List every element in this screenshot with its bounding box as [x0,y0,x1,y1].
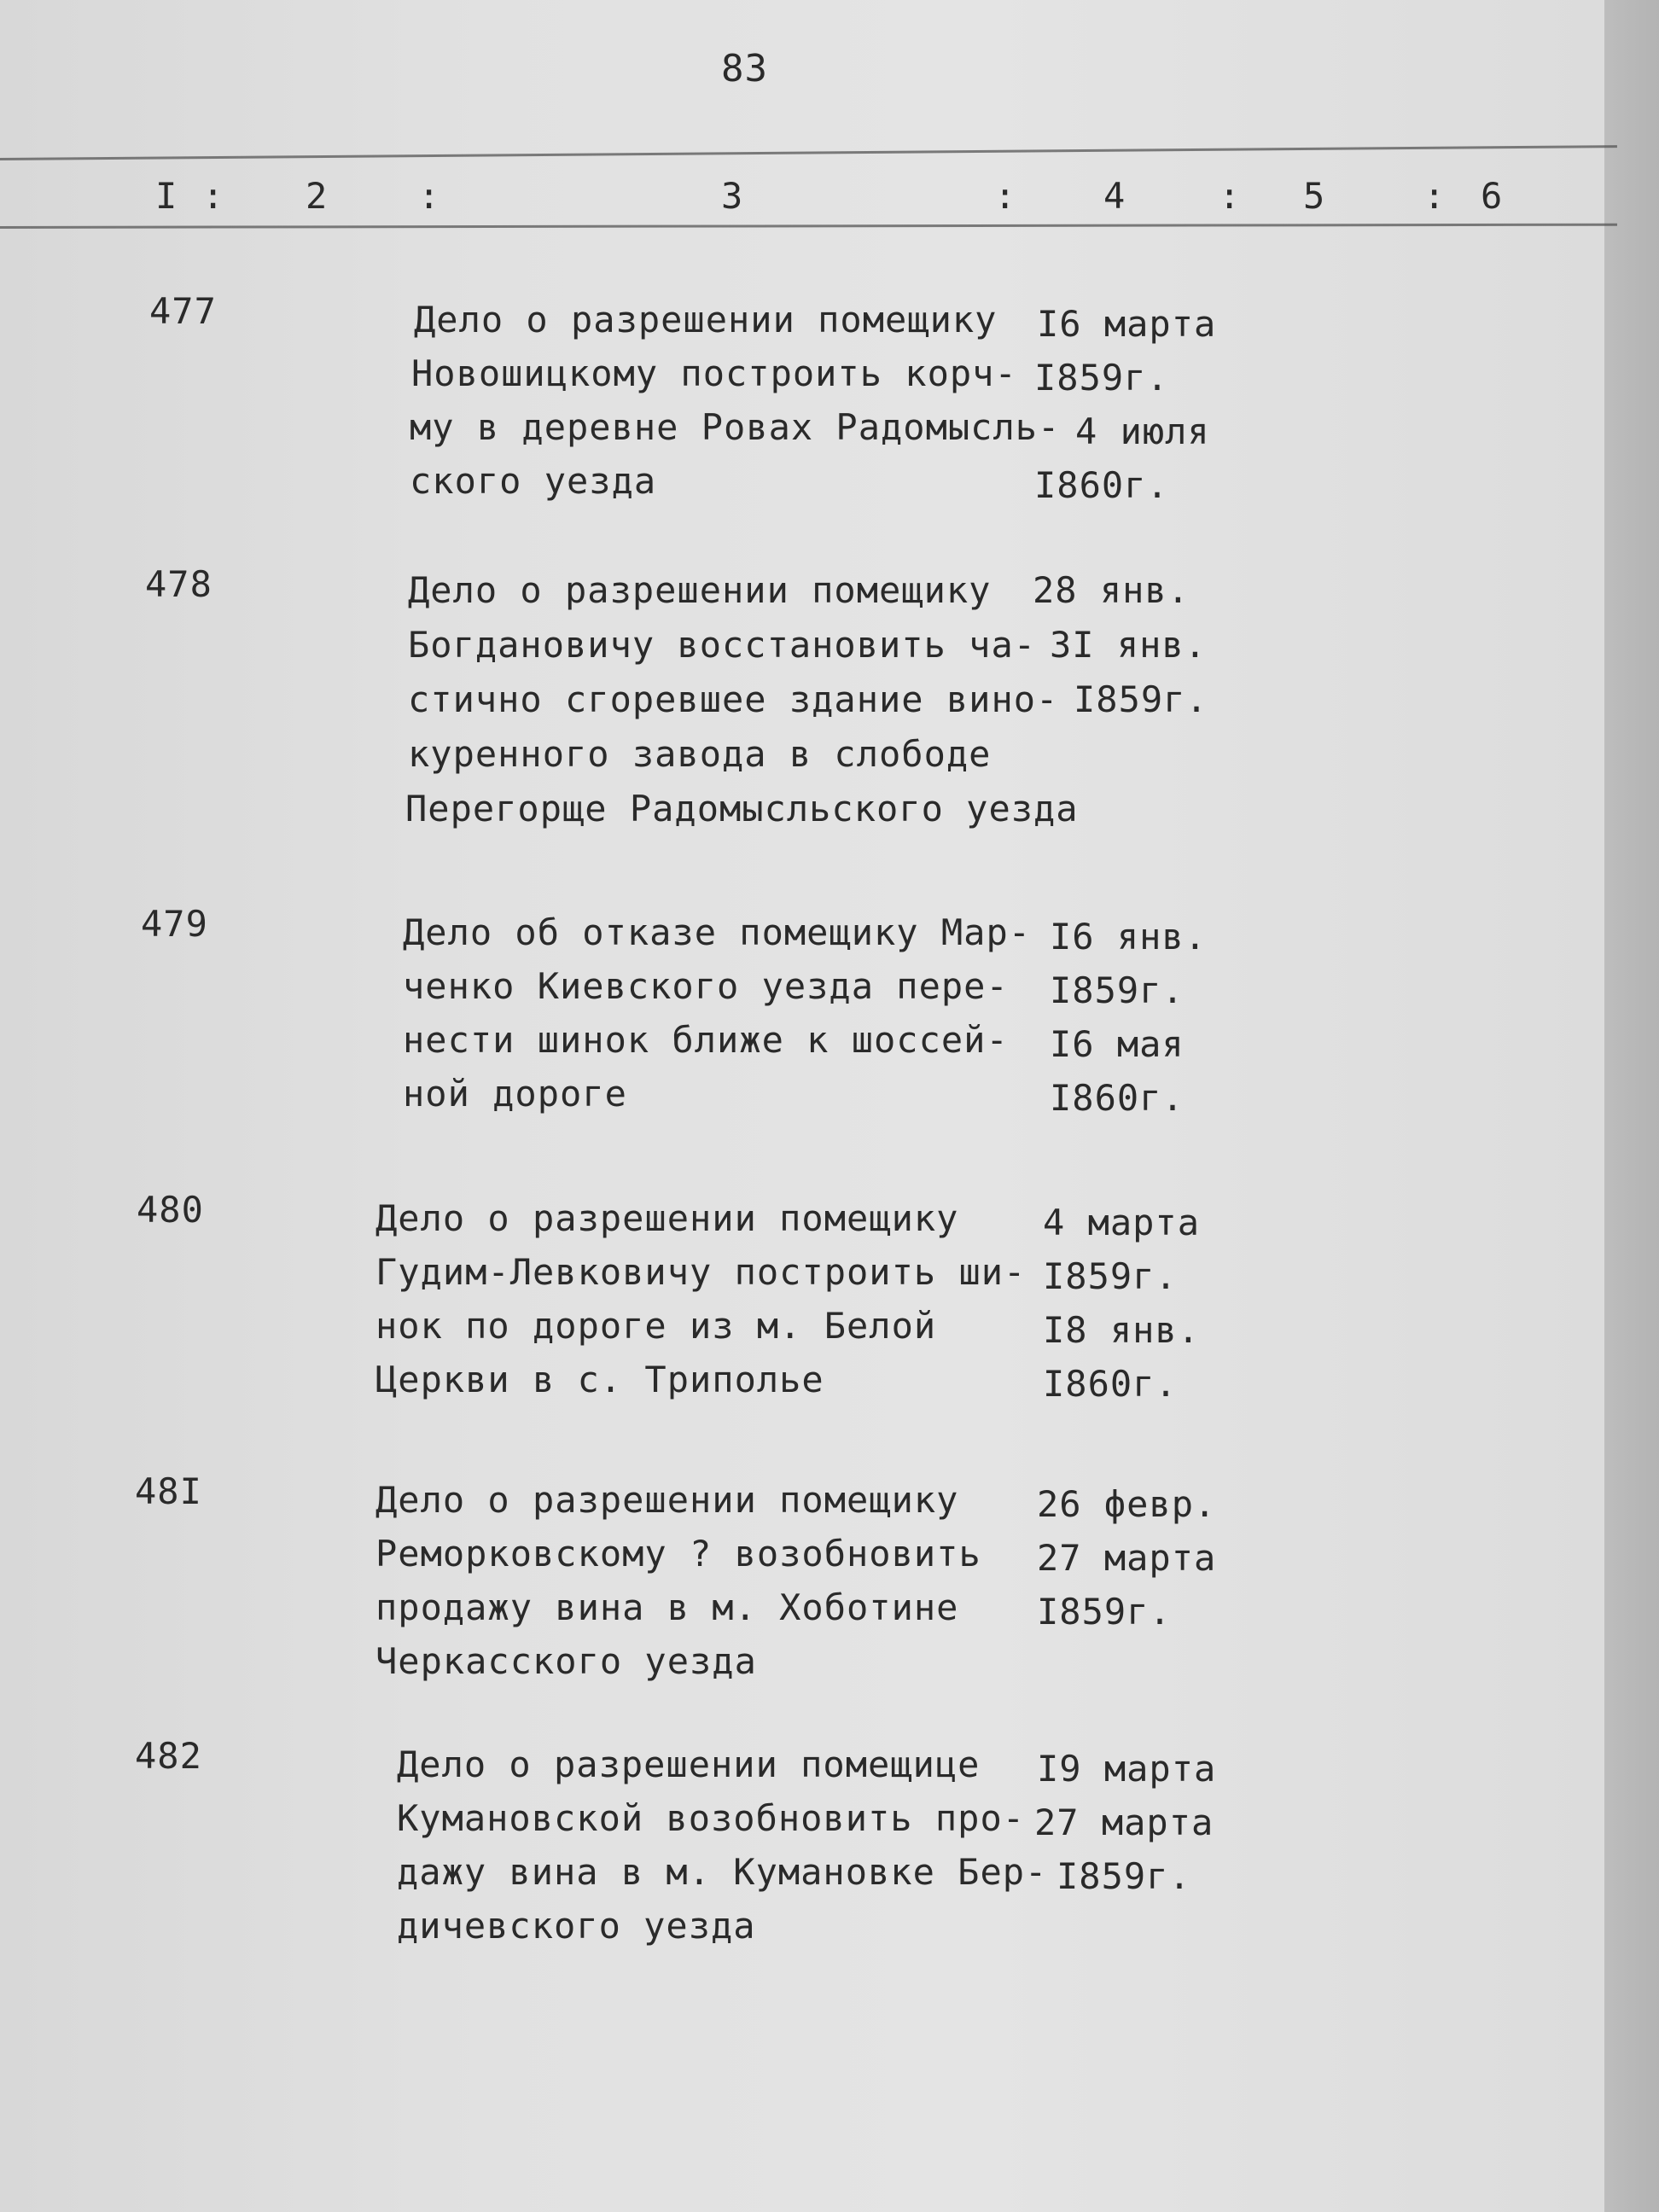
entry-date: I859г. [1034,357,1169,399]
entry-date: I860г. [1050,1077,1185,1119]
entry-description-line: Дело о разрешении помещику [375,1479,959,1521]
entry-date: 4 марта [1043,1202,1201,1243]
page-number: 83 [721,47,768,90]
column-header-3: 3 [721,175,744,217]
entry-description-line: куренного завода в слободе [408,733,992,775]
entry-description-line: му в деревне Ровах Радомысль- [410,406,1061,448]
column-header-4: 4 [1103,175,1126,217]
entry-number: 48I [135,1470,202,1512]
entry-description-line: ского уезда [410,460,657,502]
column-separator: : [994,175,1017,217]
column-header-6: 6 [1481,175,1504,217]
entry-date: I6 янв. [1050,916,1208,958]
column-header-2: 2 [306,175,329,217]
entry-description-line: Новошицкому построить корч- [411,352,1017,394]
entry-description-line: нок по дороге из м. Белой [375,1305,937,1347]
entry-description-line: Дело о разрешении помещику [408,569,992,611]
entry-description-line: ной дороге [403,1073,627,1115]
entry-description-line: Реморковскому ? возобновить [375,1533,981,1575]
entry-date: 26 февр. [1037,1483,1217,1525]
entry-description-line: Церкви в с. Триполье [375,1359,824,1400]
column-separator: : [202,175,225,217]
column-header-5: 5 [1303,175,1326,217]
entry-date: 27 марта [1037,1537,1217,1579]
entry-number: 482 [135,1735,202,1777]
entry-date: 3I янв. [1050,624,1208,666]
entry-date: I6 мая [1050,1023,1185,1065]
entry-description-line: дажу вина в м. Кумановке Бер- [397,1851,1048,1893]
entry-number: 478 [145,563,212,605]
entry-description-line: ченко Киевского уезда пере- [403,965,1009,1007]
entry-date: 27 марта [1034,1802,1214,1843]
entry-description-line: Богдановичу восстановить ча- [408,624,1037,666]
entry-date: I6 марта [1037,303,1217,345]
entry-description-line: Дело о разрешении помещику [414,299,998,341]
entry-date: I859г. [1074,678,1208,720]
entry-description-line: Черкасского уезда [375,1640,757,1682]
entry-date: I859г. [1057,1855,1191,1897]
entry-description-line: дичевского уезда [397,1905,756,1947]
entry-date: 4 июля [1075,410,1210,452]
entry-description-line: Гудим-Левковичу построить ши- [375,1251,1027,1293]
entry-number: 477 [149,290,217,332]
entry-description-line: Кумановской возобновить про- [397,1797,1026,1839]
entry-date: I859г. [1037,1591,1172,1633]
column-separator: : [418,175,441,217]
column-header-1: I [155,175,178,217]
entry-number: 480 [137,1189,204,1231]
entry-date: I860г. [1043,1363,1178,1405]
entry-date: 28 янв. [1033,569,1190,611]
entry-date: I8 янв. [1043,1309,1201,1351]
entry-description-line: Дело о разрешении помещице [397,1743,981,1785]
entry-description-line: нести шинок ближе к шоссей- [403,1019,1009,1061]
page-edge-shadow [1604,0,1659,2212]
entry-date: I860г. [1034,464,1169,506]
entry-description-line: Дело о разрешении помещику [375,1197,959,1239]
entry-description-line: продажу вина в м. Хоботине [375,1586,959,1628]
entry-description-line: Дело об отказе помещику Мар- [403,911,1032,953]
column-separator: : [1219,175,1242,217]
entry-number: 479 [141,903,208,945]
entry-description-line: Перегорще Радомысльского уезда [405,788,1079,830]
entry-date: I859г. [1043,1255,1178,1297]
entry-date: I9 марта [1037,1748,1217,1790]
entry-description-line: стично сгоревшее здание вино- [408,678,1059,720]
column-separator: : [1423,175,1447,217]
entry-date: I859г. [1050,969,1185,1011]
